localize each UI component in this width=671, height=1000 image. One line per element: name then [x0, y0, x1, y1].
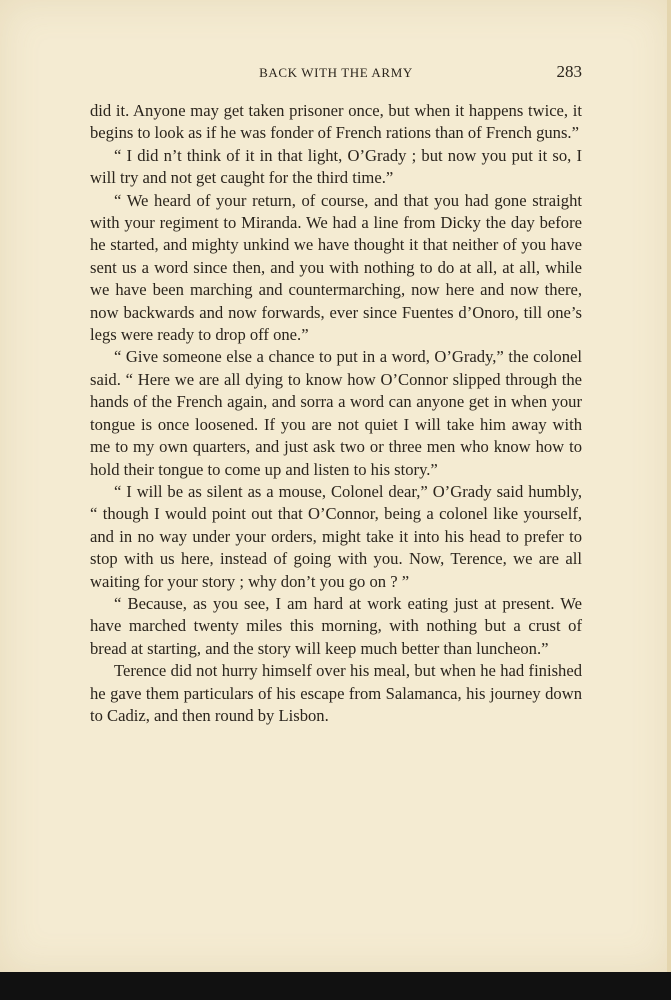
body-text — [90, 100, 582, 727]
running-head — [90, 62, 582, 84]
paragraph: “ Because, as you see, I am hard at work eating just at present. We have marched twenty miles this morning, with nothing but a crust of bread at starting, and the story will keep much better than luncheon.” — [90, 593, 582, 658]
paragraph: “ We heard of your return, of course, and that you had gone straight with your regiment to Miranda. We had a line from Dicky the day before he started, and mighty unkind we have thought it that neither of you have sent us a word since then, and you with nothing to do at all, at all, while we have been marching and countermarching, now here and now there, now backwards and now forwards, ever since Fuentes d’Onoro, till one’s legs were ready to drop off one.” — [90, 190, 582, 345]
running-title: BACK WITH THE ARMY — [259, 65, 413, 80]
paragraph: “ I did n’t think of it in that light, O’Grady ; but now you put it so, I will try and not get caught for the third time.” — [90, 145, 582, 188]
paragraph: Terence did not hurry himself over his meal, but when he had finished he gave them particulars of his escape from Salamanca, his journey down to Cadiz, and then round by Lisbon. — [90, 661, 582, 725]
paragraph: did it. Anyone may get taken prisoner once, but when it happens twice, it begins to look as if he was fonder of French rations than of French guns.” — [90, 101, 582, 143]
page-edge — [667, 0, 671, 972]
page-number: 283 — [556, 62, 582, 81]
paragraph: “ Give someone else a chance to put in a word, O’Grady,” the colonel said. “ Here we are all dying to know how O’Connor slipped through the hands of the French again, and sorra a word can anyone get in when your tongue is once loosened. If you are not quiet I will take him away with me to my own quarters, and just ask two or three men who know how to hold their tongue to come up and listen to his story.” — [90, 347, 582, 479]
scan-border — [0, 972, 671, 1000]
paragraph: “ I will be as silent as a mouse, Colonel dear,” O’Grady said humbly, “ though I would point out that O’Connor, being a colonel like yourself, and in no way under your orders, might take it into his head to prefer to stop with us here, instead of going with you. Now, Terence, we are all waiting for your story ; why don’t you go on ? ” — [90, 481, 582, 591]
